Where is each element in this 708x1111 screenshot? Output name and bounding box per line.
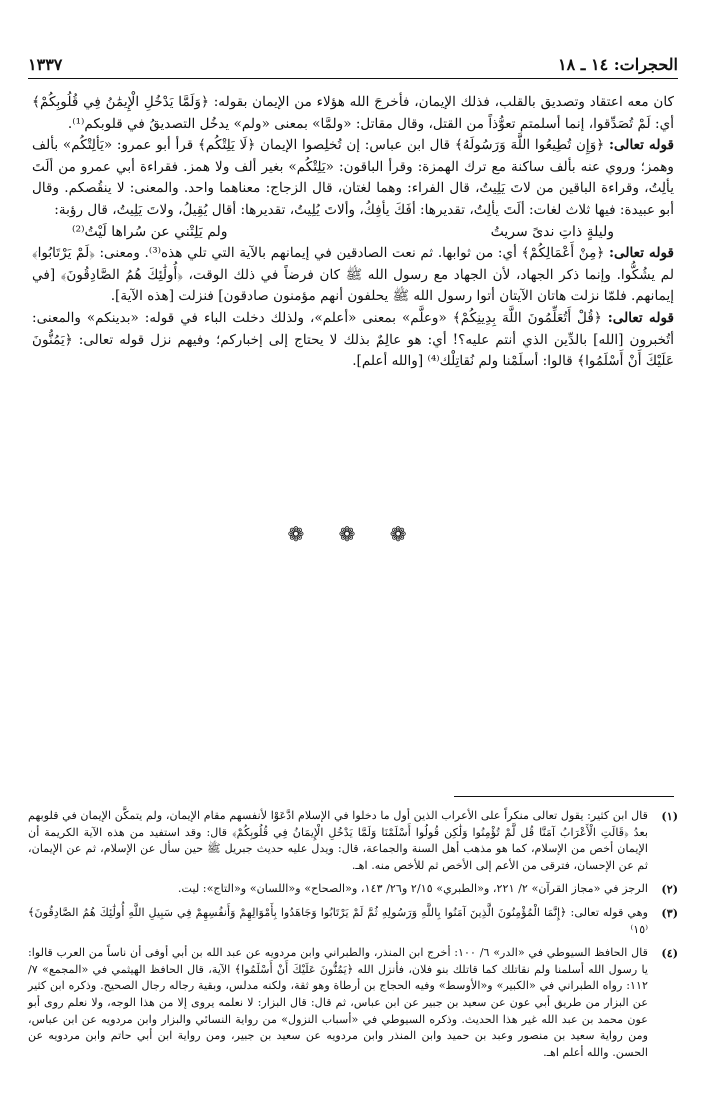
footnote-number: (٣) — [661, 905, 678, 920]
footnote-item — [28, 945, 678, 1061]
paragraph-3-label: قوله تعالى: — [609, 245, 674, 262]
section-ornament: ❁ ❁ ❁ — [287, 522, 421, 546]
paragraph-2-text: ﴿وَإِن تُطِيعُوا اللَّهَ وَرَسُولَهُ﴾ قال ابن عباس: إن تُخلِصوا الإيمان ﴿لَا يَلِتْكُم﴾ قرأ أبو عمرو: «يَألِتْكُم» بألف وهمز؛ وروي عنه بألف ساكنة مع ترك الهمزة: وقرأ الباقون: «يَلِتْكُم» بغير ألف ولا همز. فقراءة أبي عمرو من ألَتَ يألِتُ، وقراءة الباقين من لاتَ يَلِيتُ، قال الفراء: وهما لغتان، قال الزجاج: معناهما واحد. والمعنى: لا ينقُصكم. وقال أبو عبيدة: فيها ثلاث لغات: ألَتَ يألِتُ، تقديرها: أفَكَ يأفِكُ، وألاتَ يُلِيتُ، تقديرها: أقال يُقِيلُ، ولاتَ يَلِيتُ، قال رؤبة: — [32, 137, 674, 218]
paragraph-3-text: ﴿مِنْ أَعْمَالِكُمْ﴾ أي: من ثوابها. ثم نعت الصادقين في إيمانهم بالآية التي تلي هذه⁽³⁾. ومعنى: ﴿لَمْ يَرْتَابُوا﴾ لم يشُكُّوا. وإنما ذكر الجهاد، لأن الجهاد مع رسول الله ﷺ كان فرضاً في ذلك الوقت، ﴿أُولَٰئِكَ هُمُ الصَّادِقُونَ﴾ [في إيمانهم. فلمّا نزلت هاتان الآيتان أتوا رسول الله ﷺ يحلفون أنهم مؤمنون صادقون] فنزلت [هذه الآية]. — [32, 245, 674, 305]
verse-first-hemistich: وليلةٍ ذاتِ ندىً سريتُ — [490, 223, 614, 240]
paragraph-2 — [32, 135, 674, 221]
footnote-text: الرجز في «مجاز القرآن» ٢/ ٢٢١، و«الطبري» ٢/١٥ و٢٦/ ١٤٣، و«الصحاح» و«اللسان» و«التاج»: ليت. — [177, 882, 648, 896]
poem-verse — [32, 222, 674, 244]
surah-title: الحجرات: ١٤ ـ ١٨ — [558, 55, 678, 74]
footnote-text: وهي قوله تعالى: ﴿إِنَّمَا الْمُؤْمِنُونَ الَّذِينَ آمَنُوا بِاللَّهِ وَرَسُولِهِ ثُمَّ لَمْ يَرْتَابُوا وَجَاهَدُوا بِأَمْوَالِهِمْ وَأَنفُسِهِمْ فِي سَبِيلِ اللَّهِ أُولَٰئِكَ هُمُ الصَّادِقُونَ﴾ ⁽١٥⁾ — [28, 905, 648, 936]
verse-second-hemistich: ولم يَلِتْني عن سُراها لَيْتُ⁽²⁾ — [72, 223, 228, 240]
footnote-item — [28, 881, 678, 898]
paragraph-1: كان معه اعتقاد وتصديق بالقلب، فذلك الإيمان، فأخرجَ الله هؤلاء من الإيمان بقوله: ﴿وَلَمَّا يَدْخُلِ الْإِيمَٰنُ فِي قُلُوبِكُمْ﴾ أي: لَمْ تُصَدِّقوا، إنما أسلمتم تعوُّذاً من القتل، وقال مقاتل: «ولمَّا» بمعنى «ولم» يدخُل التصديقُ في قلوبكم⁽¹⁾. — [32, 94, 674, 132]
footnotes — [28, 808, 678, 1068]
footnote-text: قال ابن كثير: يقول تعالى منكراً على الأعراب الذين أول ما دخلوا في الإسلام ادَّعَوْا لأنفسهم مقام الإيمان، ولم يتمكَّن الإيمان في قلوبهم بعدُ ﴿قَالَتِ الْأَعْرَابُ آمَنَّا قُل لَّمْ تُؤْمِنُوا وَلَٰكِن قُولُوا أَسْلَمْنَا وَلَمَّا يَدْخُلِ الْإِيمَانُ فِي قُلُوبِكُمْ﴾ قال: وقد استفيد من هذه الآية الكريمة أن الإيمان أخص من الإسلام، كما هو مذهب أهل السنة والجماعة، قال: ويدل عليه حديث جبريل ﷺ حين سأل عن الإسلام، ثم عن الإيمان، ثم عن الإحسان، فترقى من الأعم إلى الأخص ثم للأخص منه. اهـ. — [28, 809, 648, 872]
page-number: ١٣٣٧ — [28, 55, 63, 74]
footnote-text: قال الحافظ السيوطي في «الدر» ٦/ ١٠٠: أخرج ابن المنذر، والطبراني وابن مردويه عن عبد الله بن أبي أوفى أن ناساً من العرب قالوا: يا رسول الله أسلمنا ولم نقاتلك كما قاتلك بنو فلان، فأنزل الله ﴿يَمُنُّونَ عَلَيْكَ أَنْ أَسْلَمُوا﴾ الآية، قال الحافظ الهيثمي في «المجمع» ٧/ ١١٢: رواه الطبراني في «الكبير» و«الأوسط» وفيه الحجاج بن أرطاة وهو ثقة، ولكنه مدلس، وبقية رجاله رجال الصحيح. وذكره ابن كثير عن البزار من طريق أبي عون عن سعيد بن جبير عن ابن عباس، ثم قال: قال البزار: لا نعلمه يروى إلا من هذا الوجه، ولا نعلم روى أبو عون محمد بن عبد الله غير هذا الحديث. وذكره السيوطي في «أسباب النزول» من رواية النسائي والبزار وابن مردويه عن ابن عباس، ومن رواية سعيد بن منصور وعبد بن حميد وابن المنذر وابن مردويه عن سعيد بن جبير، ومن رواية ابن أبي حاتم وابن مردويه عن الحسن. والله أعلم اهـ. — [28, 946, 648, 1059]
footnote-item — [28, 808, 678, 874]
footnote-number: (٤) — [661, 946, 678, 961]
page-header — [28, 52, 678, 79]
main-text — [32, 92, 674, 373]
footnote-number: (٢) — [661, 882, 678, 897]
footnote-divider — [454, 796, 674, 797]
footnote-item — [28, 905, 678, 938]
paragraph-3 — [32, 243, 674, 308]
paragraph-4 — [32, 308, 674, 373]
paragraph-2-label: قوله تعالى: — [608, 137, 674, 154]
paragraph-4-label: قوله تعالى: — [607, 309, 674, 326]
footnote-number: (١) — [661, 809, 678, 823]
paragraph-4-text: ﴿قُلْ أَتُعَلِّمُونَ اللَّهَ بِدِينِكُمْ﴾ «وعلَّم» بمعنى «أعلم»، ولذلك دخلت الباء في قوله: «بدينكم» والمعنى: أتُخبرون [الله] بالدِّين الذي أنتم عليه؟! أي: هو عالِمٌ بذلك لا يحتاج إلى إخباركم؛ وفيهم نزل قوله تعالى: ﴿يَمُنُّونَ عَلَيْكَ أَنْ أَسْلَمُوا﴾ قالوا: أسلَمْنا ولم نُقاتِلْك⁽⁴⁾ [والله أعلم]. — [32, 309, 674, 370]
